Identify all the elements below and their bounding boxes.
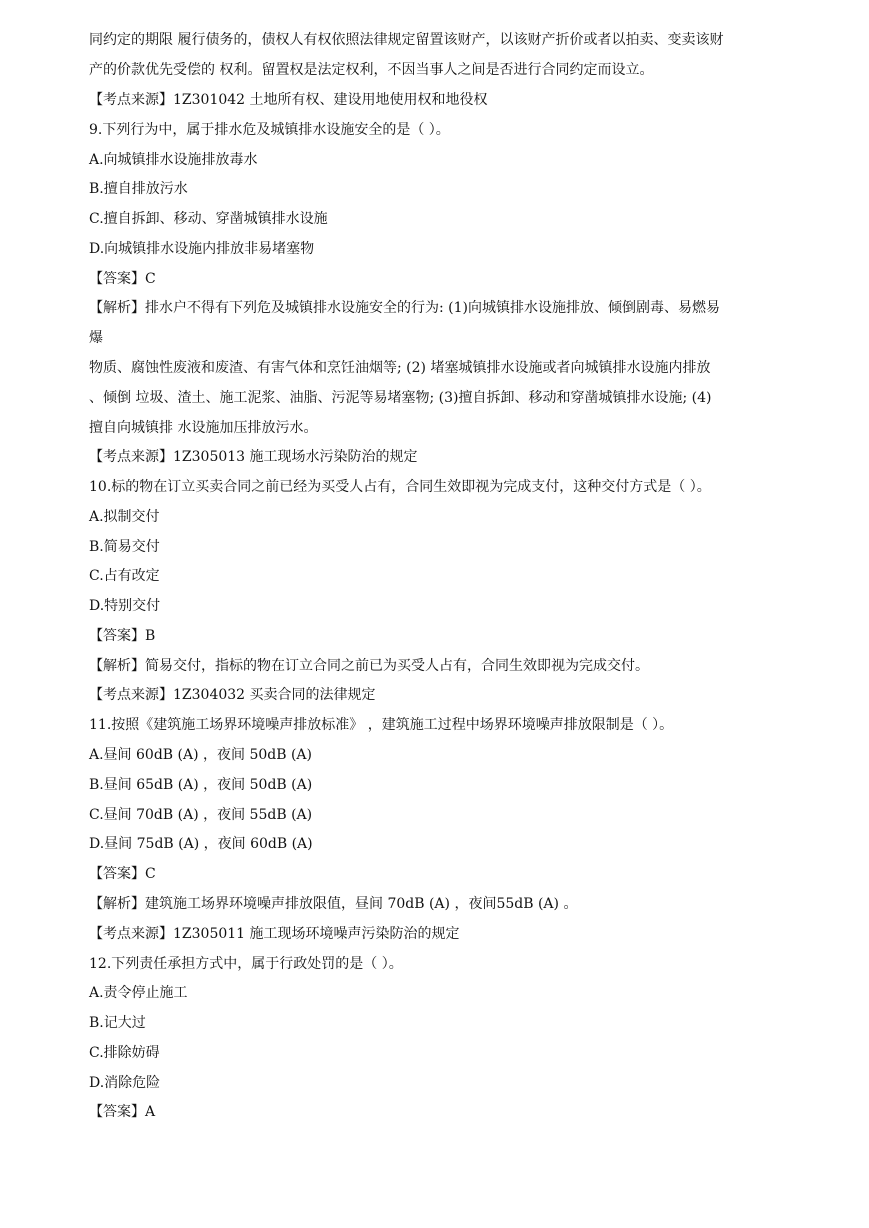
text-line: 物质、腐蚀性废液和废渣、有害气体和烹饪油烟等; (2) 堵塞城镇排水设施或者向城镇排水设施内排放 — [89, 360, 711, 376]
option-b: B.昼间 65dB (A) ，夜间 50dB (A) — [89, 777, 313, 793]
option-b: B.擅自排放污水 — [89, 181, 188, 197]
source-line: 【考点来源】1Z301042 土地所有权、建设用地使用权和地役权 — [89, 92, 488, 108]
answer-line: 【答案】C — [89, 271, 156, 287]
analysis-line: 【解析】排水户不得有下列危及城镇排水设施安全的行为: (1)向城镇排水设施排放、倾倒剧毒、易燃易 — [89, 300, 720, 316]
option-d: D.昼间 75dB (A) ，夜间 60dB (A) — [89, 836, 313, 852]
option-a: A.责令停止施工 — [89, 985, 188, 1001]
source-line: 【考点来源】1Z305011 施工现场环境噪声污染防治的规定 — [89, 926, 460, 942]
option-d: D.特别交付 — [89, 598, 161, 614]
answer-line: 【答案】A — [89, 1104, 156, 1120]
option-a: A.昼间 60dB (A) ，夜间 50dB (A) — [89, 747, 313, 763]
question-9: 9.下列行为中，属于排水危及城镇排水设施安全的是（ ）。 — [89, 122, 450, 138]
option-b: B.记大过 — [89, 1015, 146, 1031]
text-line: 爆 — [89, 330, 103, 346]
source-line: 【考点来源】1Z305013 施工现场水污染防治的规定 — [89, 449, 418, 465]
option-c: C.占有改定 — [89, 568, 160, 584]
text-line: 同约定的期限 履行债务的，债权人有权依照法律规定留置该财产，以该财产折价或者以拍卖、变卖该财 — [89, 32, 724, 48]
option-b: B.简易交付 — [89, 539, 160, 555]
option-d: D.消除危险 — [89, 1075, 161, 1091]
option-c: C.排除妨碍 — [89, 1045, 160, 1061]
option-a: A.拟制交付 — [89, 509, 160, 525]
option-c: C.擅自拆卸、移动、穿凿城镇排水设施 — [89, 211, 328, 227]
answer-line: 【答案】B — [89, 628, 156, 644]
question-11: 11.按照《建筑施工场界环境噪声排放标准》 ，建筑施工过程中场界环境噪声排放限制是（ ）。 — [89, 717, 674, 733]
option-c: C.昼间 70dB (A) ，夜间 55dB (A) — [89, 807, 313, 823]
source-line: 【考点来源】1Z304032 买卖合同的法律规定 — [89, 687, 376, 703]
text-line: 、倾倒 垃圾、渣土、施工泥浆、油脂、污泥等易堵塞物; (3)擅自拆卸、移动和穿凿城镇排水设施; (4) — [89, 390, 712, 406]
analysis-line: 【解析】简易交付，指标的物在订立合同之前已为买受人占有，合同生效即视为完成交付。 — [89, 658, 649, 674]
analysis-line: 【解析】建筑施工场界环境噪声排放限值，昼间 70dB (A) ，夜间55dB (A) 。 — [89, 896, 578, 912]
text-line: 擅自向城镇排 水设施加压排放污水。 — [89, 420, 318, 436]
question-10: 10.标的物在订立买卖合同之前已经为买受人占有，合同生效即视为完成支付，这种交付方式是（ ）。 — [89, 479, 711, 495]
text-line: 产的价款优先受偿的 权利。留置权是法定权利，不因当事人之间是否进行合同约定而设立。 — [89, 62, 654, 78]
option-d: D.向城镇排水设施内排放非易堵塞物 — [89, 241, 315, 257]
answer-line: 【答案】C — [89, 866, 156, 882]
question-12: 12.下列责任承担方式中，属于行政处罚的是（ ）。 — [89, 956, 403, 972]
option-a: A.向城镇排水设施排放毒水 — [89, 152, 258, 168]
